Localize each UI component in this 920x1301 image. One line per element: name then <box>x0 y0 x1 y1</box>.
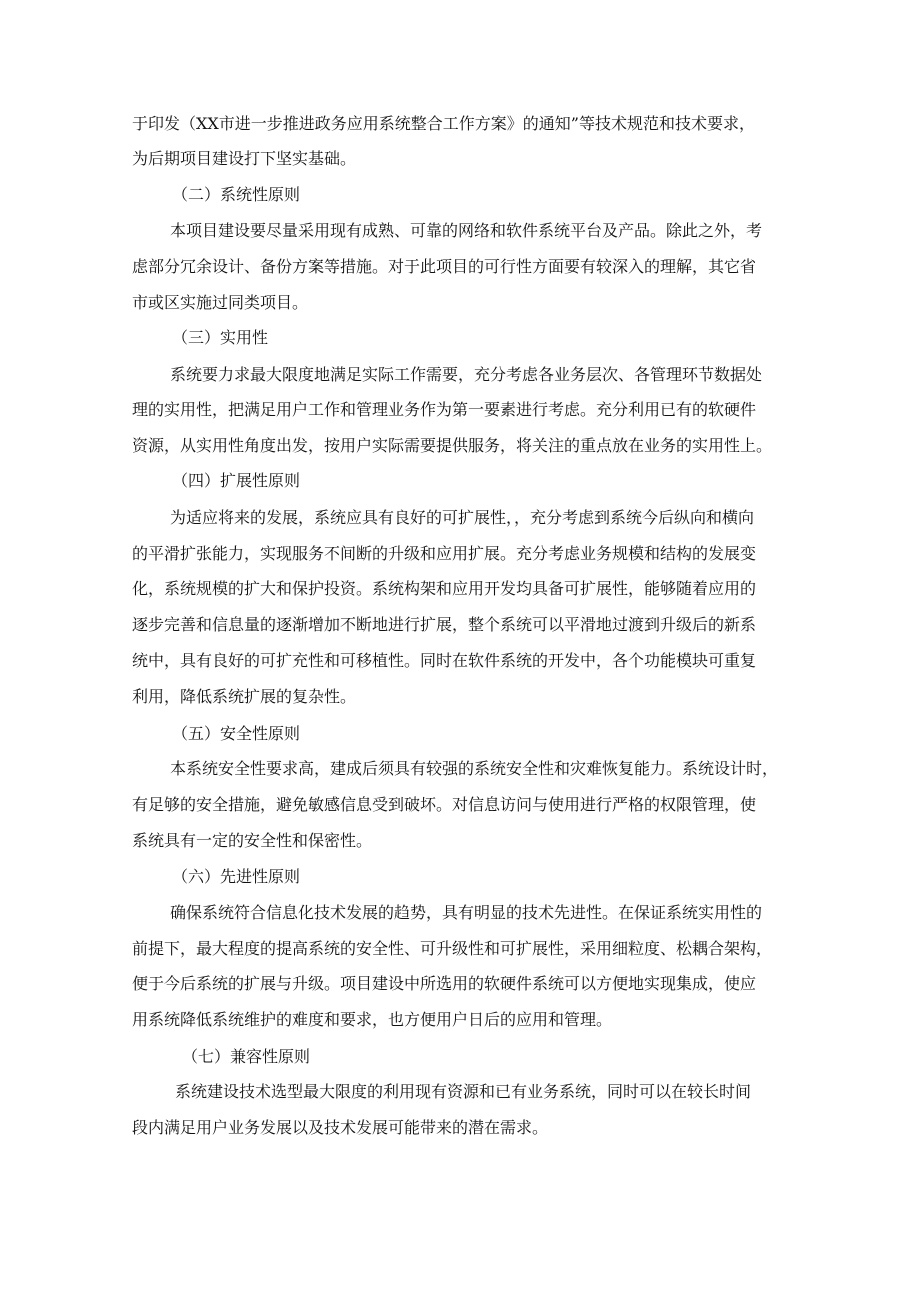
section-heading-4: （四）扩展性原则 <box>172 471 301 490</box>
paragraph-line: 资源，从实用性角度出发，按用户实际需要提供服务，将关注的重点放在业务的实用性上。 <box>132 436 773 455</box>
section-heading-3: （三）实用性 <box>172 328 269 347</box>
paragraph-line: 化，系统规模的扩大和保护投资。系统构架和应用开发均具备可扩展性，能够随着应用的 <box>132 579 757 598</box>
paragraph-line: 本系统安全性要求高，建成后须具有较强的系统安全性和灾难恢复能力。系统设计时， <box>170 759 779 778</box>
section-heading-2: （二）系统性原则 <box>172 185 301 204</box>
paragraph-line: 系统要力求最大限度地满足实际工作需要，充分考虑各业务层次、各管理环节数据处 <box>170 365 763 384</box>
paragraph-line: 逐步完善和信息量的逐渐增加不断地进行扩展，整个系统可以平滑地过渡到升级后的新系 <box>132 615 757 634</box>
paragraph-line: 的平滑扩张能力，实现服务不间断的升级和应用扩展。充分考虑业务规模和结构的发展变 <box>132 544 757 563</box>
paragraph-line: 确保系统符合信息化技术发展的趋势，具有明显的技术先进性。在保证系统实用性的 <box>170 903 763 922</box>
section-heading-6: （六）先进性原则 <box>172 867 301 886</box>
paragraph-line: 统中，具有良好的可扩充性和可移植性。同时在软件系统的开发中，各个功能模块可重复 <box>132 651 757 670</box>
section-heading-7: （七）兼容性原则 <box>182 1047 311 1066</box>
paragraph-line: 前提下，最大程度的提高系统的安全性、可升级性和可扩展性，采用细粒度、松耦合架构， <box>132 939 773 958</box>
paragraph-line: 为适应将来的发展，系统应具有良好的可扩展性，，充分考虑到系统今后纵向和横向 <box>170 508 755 527</box>
paragraph-line: 理的实用性，把满足用户工作和管理业务作为第一要素进行考虑。充分利用已有的软硬件 <box>132 400 757 419</box>
paragraph-line: 虑部分冗余设计、备份方案等措施。对于此项目的可行性方面要有较深入的理解，其它省 <box>132 257 757 276</box>
paragraph-line: 便于今后系统的扩展与升级。项目建设中所选用的软硬件系统可以方便地实现集成，使应 <box>132 974 757 993</box>
paragraph-line: 用系统降低系统维护的难度和要求，也方便用户日后的应用和管理。 <box>132 1010 613 1029</box>
paragraph-line: 系统具有一定的安全性和保密性。 <box>132 831 373 850</box>
paragraph-line: 有足够的安全措施，避免敏感信息受到破坏。对信息访问与使用进行严格的权限管理，使 <box>132 795 757 814</box>
paragraph-line: 本项目建设要尽量采用现有成熟、可靠的网络和软件系统平台及产品。除此之外，考 <box>170 221 763 240</box>
paragraph-line: 段内满足用户业务发展以及技术发展可能带来的潜在需求。 <box>132 1118 549 1137</box>
paragraph-line: 系统建设技术选型最大限度的利用现有资源和已有业务系统，同时可以在较长时间 <box>175 1082 752 1101</box>
paragraph-line: 为后期项目建设打下坚实基础。 <box>132 149 357 168</box>
section-heading-5: （五）安全性原则 <box>172 724 301 743</box>
paragraph-line: 利用，降低系统扩展的复杂性。 <box>132 687 357 706</box>
paragraph-line: 市或区实施过同类项目。 <box>132 293 309 312</box>
paragraph-line: 于印发（XX市进一步推进政务应用系统整合工作方案》的通知”等技术规范和技术要求， <box>132 114 755 133</box>
